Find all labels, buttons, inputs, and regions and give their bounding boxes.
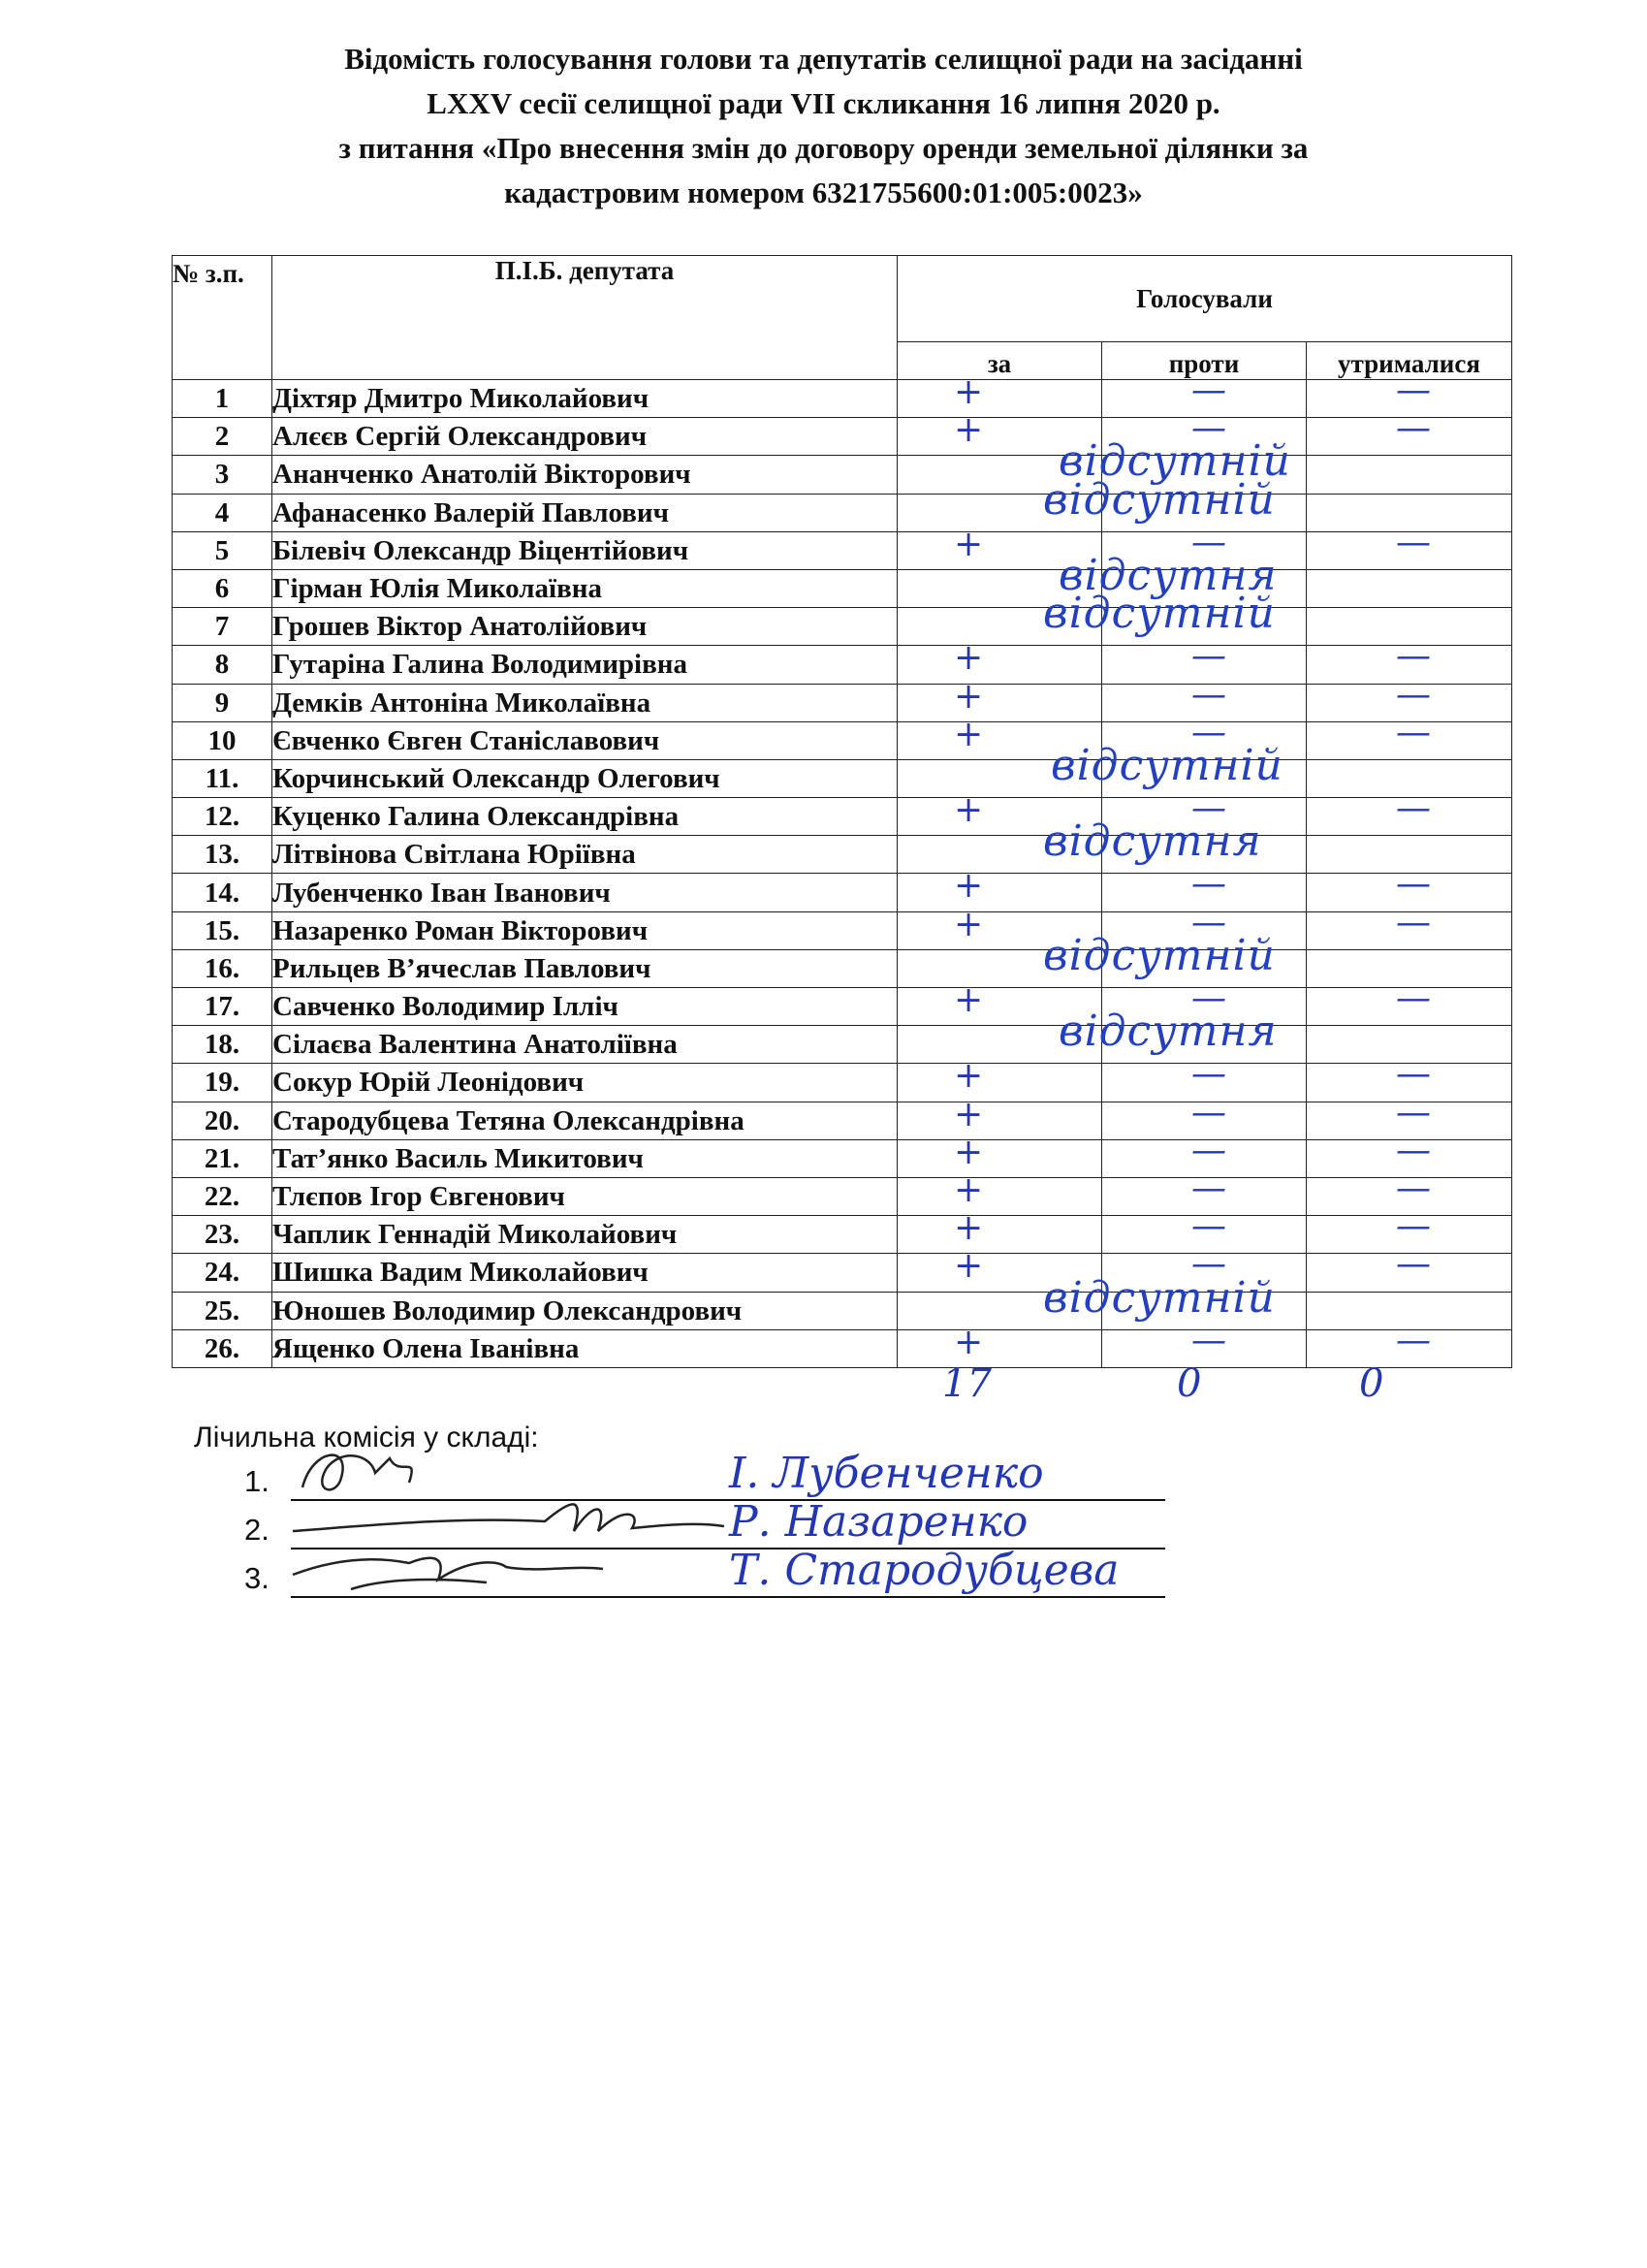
deputy-name: Сокур Юрій Леонідович [272, 1064, 898, 1102]
row-number: 18. [173, 1026, 272, 1064]
vote-for-cell [898, 474, 1276, 531]
title-line-4: кадастровим номером 6321755600:01:005:0023» [504, 176, 1143, 209]
row-number: 1 [173, 380, 272, 418]
deputy-name: Савченко Володимир Ілліч [272, 988, 898, 1026]
dash-mark: — [1396, 408, 1431, 449]
vote-for-cell [898, 1006, 1278, 1064]
dash-mark: — [1396, 864, 1431, 905]
row-number: 5 [173, 531, 272, 569]
absent-note: відсутній [1043, 1272, 1276, 1323]
table-row [173, 1177, 1512, 1215]
row-number: 11. [173, 759, 272, 797]
absent-note: відсутній [1043, 930, 1276, 980]
row-number: 17. [173, 988, 272, 1026]
dash-mark: — [1191, 408, 1226, 449]
plus-mark: + [954, 1322, 984, 1362]
voting-table [172, 255, 1512, 1368]
deputy-name: Діхтяр Дмитро Миколайович [272, 380, 898, 418]
table-row [173, 721, 1512, 759]
table-row [173, 911, 1512, 949]
row-number: 10 [173, 721, 272, 759]
column-header-number: № з.п. [173, 256, 272, 380]
plus-mark: + [954, 372, 984, 412]
row-number: 14. [173, 874, 272, 911]
deputy-name: Сілаєва Валентина Анатоліївна [272, 1026, 898, 1064]
total-against: 0 [1177, 1361, 1202, 1406]
vote-for-cell [898, 816, 1262, 874]
row-number: 4 [173, 494, 272, 531]
deputy-name: Афанасенко Валерій Павлович [272, 494, 898, 531]
row-number: 24. [173, 1254, 272, 1292]
row-number: 2 [173, 418, 272, 456]
plus-mark: + [954, 524, 984, 564]
title-line-2: LXXV сесії селищної ради VII скликання 16 липня 2020 р. [427, 86, 1220, 120]
vote-for-cell [898, 1208, 1102, 1254]
dash-mark: — [1396, 636, 1431, 677]
dash-mark: — [1191, 1167, 1226, 1208]
column-header-abstained: утрималися [1307, 342, 1512, 380]
dash-mark: — [1396, 522, 1431, 562]
deputy-name: Юношев Володимир Олександрович [272, 1292, 898, 1329]
dash-mark: — [1396, 1320, 1431, 1360]
deputy-name: Рильцев В’ячеслав Павлович [272, 949, 898, 987]
dash-mark: — [1191, 864, 1226, 905]
dash-mark: — [1396, 1092, 1431, 1133]
dash-mark: — [1396, 978, 1431, 1018]
table-row [173, 1292, 1512, 1329]
dash-mark: — [1191, 712, 1226, 752]
dash-mark: — [1191, 1320, 1226, 1360]
dash-mark: — [1396, 712, 1431, 752]
vote-abstained-cell [1307, 712, 1512, 759]
absent-note: відсутня [1059, 550, 1278, 600]
deputy-name: Назаренко Роман Вікторович [272, 911, 898, 949]
total-abstained: 0 [1359, 1361, 1384, 1406]
deputy-name: Гірман Юлія Миколаївна [272, 569, 898, 607]
commission-member-3 [244, 1546, 1165, 1604]
dash-mark: — [1191, 1054, 1226, 1095]
table-row [173, 531, 1512, 569]
deputy-name: Білевіч Олександр Віцентійович [272, 531, 898, 569]
deputy-name: Ященко Олена Іванівна [272, 1329, 898, 1367]
dash-mark: — [1191, 1130, 1226, 1170]
dash-mark: — [1191, 788, 1226, 829]
dash-mark: — [1191, 522, 1226, 562]
deputy-name: Куценко Галина Олександрівна [272, 798, 898, 836]
dash-mark: — [1191, 370, 1226, 410]
vote-for-cell [898, 372, 1102, 418]
absent-note: відсутній [1051, 740, 1283, 790]
dash-mark: — [1396, 1206, 1431, 1247]
plus-mark: + [954, 1094, 984, 1134]
absent-note: відсутня [1043, 816, 1262, 867]
dash-mark: — [1191, 1092, 1226, 1133]
deputy-name: Гутаріна Галина Володимирівна [272, 646, 898, 684]
dash-mark: — [1191, 1206, 1226, 1247]
member-name: Р. Назаренко [729, 1497, 1029, 1547]
vote-abstained-cell [1307, 456, 1512, 494]
table-row [173, 418, 1512, 456]
row-number: 12. [173, 798, 272, 836]
vote-for-cell [898, 1272, 1276, 1329]
vote-for-cell [898, 866, 1102, 911]
dash-mark: — [1191, 674, 1226, 715]
vote-abstained-cell [1307, 978, 1512, 1026]
absent-note: відсутня [1059, 1006, 1278, 1057]
deputy-name: Грошев Віктор Анатолійович [272, 608, 898, 646]
plus-mark: + [954, 714, 984, 754]
member-name: І. Лубенченко [729, 1449, 1044, 1498]
deputy-name: Ананченко Анатолій Вікторович [272, 456, 898, 494]
vote-abstained-cell [1307, 522, 1512, 569]
plus-mark: + [954, 1132, 984, 1172]
table-row [173, 874, 1512, 911]
deputy-name: Шишка Вадим Миколайович [272, 1254, 898, 1292]
table-row [173, 836, 1512, 874]
table-row [173, 1102, 1512, 1139]
plus-mark: + [954, 790, 984, 831]
vote-for-cell [898, 930, 1276, 987]
table-row [173, 646, 1512, 684]
table-row [173, 759, 1512, 797]
row-number: 20. [173, 1102, 272, 1139]
deputy-name: Тлєпов Ігор Євгенович [272, 1177, 898, 1215]
deputy-name: Стародубцева Тетяна Олександрівна [272, 1102, 898, 1139]
plus-mark: + [954, 676, 984, 717]
table-row [173, 380, 1512, 418]
plus-mark: + [954, 866, 984, 907]
vote-for-cell [898, 1056, 1102, 1102]
absent-note: відсутній [1043, 589, 1276, 639]
deputy-name: Євченко Євген Станіславович [272, 721, 898, 759]
table-row [173, 988, 1512, 1026]
absent-note: відсутній [1043, 474, 1276, 525]
dash-mark: — [1191, 978, 1226, 1018]
member-number: 3. [244, 1561, 269, 1595]
row-number: 9 [173, 684, 272, 721]
deputy-name: Тат’янко Василь Микитович [272, 1139, 898, 1177]
total-for: 17 [942, 1361, 992, 1406]
deputy-name: Лубенченко Іван Іванович [272, 874, 898, 911]
row-number: 25. [173, 1292, 272, 1329]
row-number: 7 [173, 608, 272, 646]
row-number: 13. [173, 836, 272, 874]
document-title [0, 37, 1647, 215]
title-line-3: з питання «Про внесення змін до договору оренди земельної ділянки за [338, 131, 1309, 165]
column-header-voted: Голосували [898, 256, 1512, 342]
plus-mark: + [954, 410, 984, 451]
table-row [173, 1026, 1512, 1064]
vote-abstained-cell [1307, 788, 1512, 836]
dash-mark: — [1396, 1054, 1431, 1095]
table-row [173, 1064, 1512, 1102]
vote-for-cell [898, 676, 1102, 721]
vote-abstained-cell [1307, 1244, 1512, 1292]
deputy-name: Чаплик Геннадій Миколайович [272, 1216, 898, 1254]
vote-abstained-cell [1307, 902, 1512, 949]
vote-for-cell [898, 1094, 1102, 1139]
plus-mark: + [954, 980, 984, 1020]
row-number: 3 [173, 456, 272, 494]
table-row [173, 494, 1512, 531]
plus-mark: + [954, 904, 984, 944]
row-number: 8 [173, 646, 272, 684]
vote-abstained-cell [1307, 569, 1512, 607]
table-row [173, 569, 1512, 607]
plus-mark: + [954, 1169, 984, 1210]
dash-mark: — [1396, 370, 1431, 410]
dash-mark: — [1396, 788, 1431, 829]
vote-for-cell [898, 740, 1283, 797]
table-row [173, 608, 1512, 646]
plus-mark: + [954, 1056, 984, 1097]
vote-for-cell [898, 638, 1102, 684]
column-header-for: за [898, 342, 1102, 380]
commission-label: Лічильна комісія у складі: [194, 1421, 539, 1453]
member-number: 2. [244, 1513, 269, 1547]
dash-mark: — [1396, 1167, 1431, 1208]
table-row [173, 684, 1512, 721]
member-number: 1. [244, 1464, 269, 1498]
row-number: 26. [173, 1329, 272, 1367]
dash-mark: — [1396, 674, 1431, 715]
dash-mark: — [1191, 1244, 1226, 1285]
row-number: 23. [173, 1216, 272, 1254]
row-number: 22. [173, 1177, 272, 1215]
member-name: Т. Стародубцева [729, 1546, 1120, 1595]
row-number: 6 [173, 569, 272, 607]
dash-mark: — [1191, 636, 1226, 677]
row-number: 21. [173, 1139, 272, 1177]
row-number: 15. [173, 911, 272, 949]
absent-note: відсутній [1059, 436, 1291, 487]
vote-for-cell [898, 589, 1276, 646]
row-number: 19. [173, 1064, 272, 1102]
deputy-name: Корчинський Олександр Олегович [272, 759, 898, 797]
table-row [173, 949, 1512, 987]
plus-mark: + [954, 1246, 984, 1287]
deputy-name: Літвінова Світлана Юріївна [272, 836, 898, 874]
column-header-against: проти [1102, 342, 1307, 380]
table-row [173, 1254, 1512, 1292]
vote-for-cell [898, 1132, 1102, 1177]
dash-mark: — [1396, 1130, 1431, 1170]
plus-mark: + [954, 638, 984, 679]
dash-mark: — [1396, 902, 1431, 942]
signature-scribble [283, 1536, 613, 1604]
vote-abstained-cell [1307, 408, 1512, 456]
voting-table-body [173, 370, 1512, 1368]
plus-mark: + [954, 1208, 984, 1249]
table-row [173, 1216, 1512, 1254]
table-row [173, 798, 1512, 836]
dash-mark: — [1396, 1244, 1431, 1285]
title-line-1: Відомість голосування голови та депутатів селищної ради на засіданні [344, 42, 1303, 76]
table-row [173, 1139, 1512, 1177]
column-header-name: П.І.Б. депутата [272, 256, 898, 380]
deputy-name: Алєєв Сергій Олександрович [272, 418, 898, 456]
deputy-name: Демків Антоніна Миколаївна [272, 684, 898, 721]
vote-for-cell [898, 1169, 1102, 1215]
row-number: 16. [173, 949, 272, 987]
vote-totals [0, 1361, 1647, 1420]
dash-mark: — [1191, 902, 1226, 942]
table-row [173, 456, 1512, 494]
